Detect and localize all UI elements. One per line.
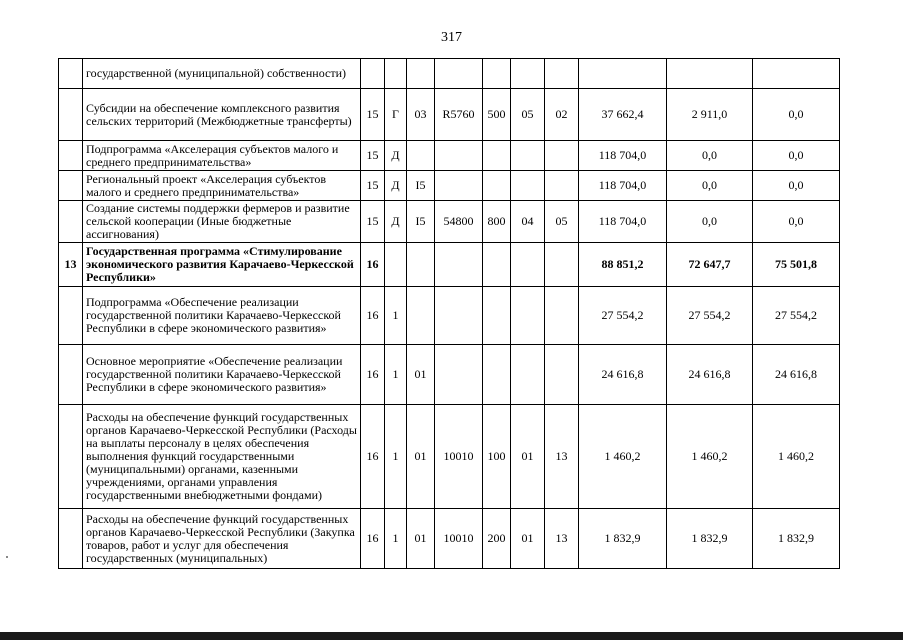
cell-c6 — [511, 345, 545, 405]
cell-c5 — [483, 171, 511, 201]
cell-desc: Подпрограмма «Обеспечение реализации государственной политики Карачаево-Черкесской Республики в сфере экономического развития» — [83, 287, 361, 345]
cell-desc: Региональный проект «Акселерация субъектов малого и среднего предпринимательства» — [83, 171, 361, 201]
cell-v2: 0,0 — [667, 201, 753, 243]
cell-desc: Подпрограмма «Акселерация субъектов малого и среднего предпринимательства» — [83, 141, 361, 171]
cell-c1: 15 — [361, 201, 385, 243]
cell-c7 — [545, 141, 579, 171]
cell-c1: 16 — [361, 405, 385, 509]
cell-c2: 1 — [385, 345, 407, 405]
cell-v3: 1 460,2 — [753, 405, 840, 509]
table-row — [59, 243, 840, 287]
cell-c6: 01 — [511, 509, 545, 569]
cell-c6: 05 — [511, 89, 545, 141]
cell-c7 — [545, 345, 579, 405]
page-number: 317 — [441, 30, 462, 45]
cell-c5 — [483, 243, 511, 287]
cell-v1 — [579, 59, 667, 89]
cell-c6 — [511, 243, 545, 287]
budget-table — [58, 58, 840, 569]
cell-v2: 2 911,0 — [667, 89, 753, 141]
cell-v3: 75 501,8 — [753, 243, 840, 287]
cell-c1: 16 — [361, 345, 385, 405]
cell-v2: 0,0 — [667, 171, 753, 201]
cell-c2: 1 — [385, 287, 407, 345]
cell-num: 13 — [59, 243, 83, 287]
cell-c1: 15 — [361, 171, 385, 201]
cell-v1: 24 616,8 — [579, 345, 667, 405]
cell-c7 — [545, 243, 579, 287]
cell-c3: 01 — [407, 509, 435, 569]
cell-num — [59, 287, 83, 345]
cell-v1: 118 704,0 — [579, 171, 667, 201]
cell-c2: Д — [385, 141, 407, 171]
cell-num — [59, 171, 83, 201]
cell-v2: 27 554,2 — [667, 287, 753, 345]
cell-num — [59, 509, 83, 569]
cell-c1 — [361, 59, 385, 89]
cell-desc: Государственная программа «Стимулирование экономического развития Карачаево-Черкесской Республики» — [83, 243, 361, 287]
cell-desc: Субсидии на обеспечение комплексного развития сельских территорий (Межбюджетные трансферты) — [83, 89, 361, 141]
cell-v3: 0,0 — [753, 141, 840, 171]
cell-c7 — [545, 59, 579, 89]
table-row — [59, 141, 840, 171]
cell-c4: 10010 — [435, 509, 483, 569]
cell-c1: 16 — [361, 287, 385, 345]
cell-c7 — [545, 287, 579, 345]
cell-c3: 01 — [407, 345, 435, 405]
cell-c5 — [483, 345, 511, 405]
cell-v2 — [667, 59, 753, 89]
cell-c7: 05 — [545, 201, 579, 243]
cell-c2 — [385, 243, 407, 287]
cell-c4 — [435, 243, 483, 287]
cell-c1: 15 — [361, 141, 385, 171]
cell-c5 — [483, 287, 511, 345]
cell-c7: 13 — [545, 509, 579, 569]
cell-c3 — [407, 59, 435, 89]
cell-c6 — [511, 141, 545, 171]
cell-c2: Д — [385, 171, 407, 201]
cell-c4 — [435, 287, 483, 345]
cell-v1: 1 832,9 — [579, 509, 667, 569]
cell-c2 — [385, 59, 407, 89]
cell-v3: 0,0 — [753, 89, 840, 141]
cell-c4: R5760 — [435, 89, 483, 141]
cell-v3: 0,0 — [753, 201, 840, 243]
cell-c3: 03 — [407, 89, 435, 141]
cell-c5: 500 — [483, 89, 511, 141]
table-row — [59, 287, 840, 345]
cell-desc: Расходы на обеспечение функций государственных органов Карачаево-Черкесской Республики (Закупка товаров, работ и услуг для обеспечения государственных (муниципальных) — [83, 509, 361, 569]
cell-v2: 1 832,9 — [667, 509, 753, 569]
cell-c3 — [407, 243, 435, 287]
cell-c2: 1 — [385, 509, 407, 569]
scan-mark — [6, 556, 8, 558]
cell-c4 — [435, 345, 483, 405]
cell-c4: 54800 — [435, 201, 483, 243]
cell-c3 — [407, 141, 435, 171]
cell-desc: Создание системы поддержки фермеров и развитие сельской кооперации (Иные бюджетные ассигнования) — [83, 201, 361, 243]
cell-v2: 24 616,8 — [667, 345, 753, 405]
cell-num — [59, 89, 83, 141]
cell-v3: 0,0 — [753, 171, 840, 201]
cell-c3: I5 — [407, 201, 435, 243]
cell-c4 — [435, 171, 483, 201]
cell-v3: 24 616,8 — [753, 345, 840, 405]
cell-c5: 200 — [483, 509, 511, 569]
cell-c1: 16 — [361, 243, 385, 287]
page-bottom-edge — [0, 632, 903, 640]
table-row — [59, 201, 840, 243]
cell-c7: 02 — [545, 89, 579, 141]
cell-c6: 01 — [511, 405, 545, 509]
table-row — [59, 345, 840, 405]
cell-c2: 1 — [385, 405, 407, 509]
cell-v2: 1 460,2 — [667, 405, 753, 509]
cell-desc: Расходы на обеспечение функций государственных органов Карачаево-Черкесской Республики (Расходы на выплаты персоналу в целях обеспечения выполнения функций государственными (муниципальными) органами, казенными учреждениями, органами управления государственными внебюджетными фондами) — [83, 405, 361, 509]
cell-c6: 04 — [511, 201, 545, 243]
cell-c4: 10010 — [435, 405, 483, 509]
cell-c5 — [483, 59, 511, 89]
cell-c3: I5 — [407, 171, 435, 201]
cell-v1: 118 704,0 — [579, 201, 667, 243]
cell-v1: 27 554,2 — [579, 287, 667, 345]
table-row — [59, 89, 840, 141]
cell-c5: 800 — [483, 201, 511, 243]
cell-c7 — [545, 171, 579, 201]
cell-c3 — [407, 287, 435, 345]
cell-num — [59, 141, 83, 171]
cell-v3: 1 832,9 — [753, 509, 840, 569]
cell-c6 — [511, 287, 545, 345]
table-row — [59, 171, 840, 201]
cell-c4 — [435, 141, 483, 171]
cell-c1: 15 — [361, 89, 385, 141]
cell-num — [59, 345, 83, 405]
cell-v2: 0,0 — [667, 141, 753, 171]
cell-c2: Д — [385, 201, 407, 243]
table-row — [59, 405, 840, 509]
cell-c5 — [483, 141, 511, 171]
cell-c7: 13 — [545, 405, 579, 509]
cell-c6 — [511, 59, 545, 89]
cell-v2: 72 647,7 — [667, 243, 753, 287]
cell-v1: 88 851,2 — [579, 243, 667, 287]
cell-c5: 100 — [483, 405, 511, 509]
cell-v3: 27 554,2 — [753, 287, 840, 345]
table-row — [59, 509, 840, 569]
cell-desc: государственной (муниципальной) собственности) — [83, 59, 361, 89]
cell-v1: 1 460,2 — [579, 405, 667, 509]
cell-v3 — [753, 59, 840, 89]
cell-c1: 16 — [361, 509, 385, 569]
cell-v1: 118 704,0 — [579, 141, 667, 171]
cell-num — [59, 405, 83, 509]
table-row — [59, 59, 840, 89]
cell-desc: Основное мероприятие «Обеспечение реализации государственной политики Карачаево-Черкесской Республики в сфере экономического развития» — [83, 345, 361, 405]
cell-v1: 37 662,4 — [579, 89, 667, 141]
cell-c2: Г — [385, 89, 407, 141]
cell-c4 — [435, 59, 483, 89]
cell-num — [59, 59, 83, 89]
cell-c6 — [511, 171, 545, 201]
cell-num — [59, 201, 83, 243]
cell-c3: 01 — [407, 405, 435, 509]
